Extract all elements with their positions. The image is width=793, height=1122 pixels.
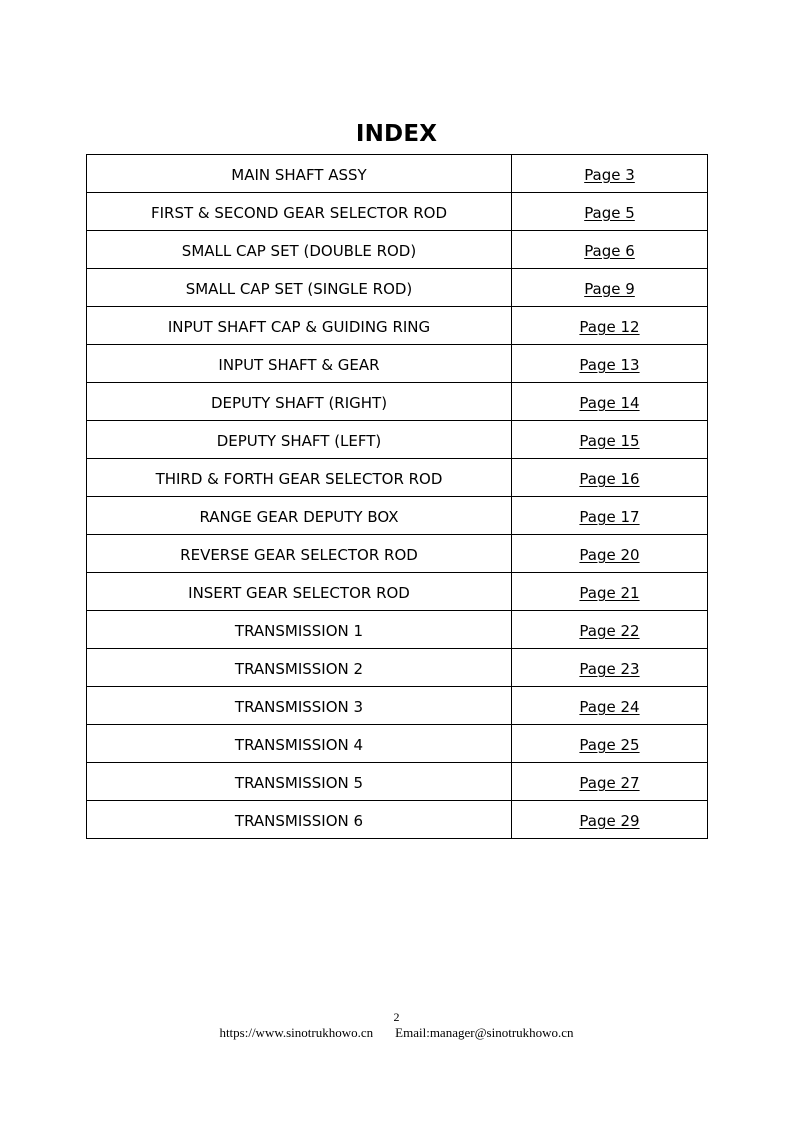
entry-page-cell (512, 573, 708, 611)
entry-page-cell (512, 459, 708, 497)
entry-page-cell (512, 155, 708, 193)
page-link[interactable]: Page 27 (579, 774, 640, 792)
entry-page-cell (512, 345, 708, 383)
entry-title: TRANSMISSION 3 (87, 687, 512, 725)
entry-page-cell (512, 687, 708, 725)
page-link[interactable]: Page 6 (584, 242, 635, 260)
table-row (87, 231, 708, 269)
page-link[interactable]: Page 24 (579, 698, 640, 716)
entry-page-cell (512, 269, 708, 307)
entry-title: RANGE GEAR DEPUTY BOX (87, 497, 512, 535)
table-row (87, 649, 708, 687)
entry-title: TRANSMISSION 2 (87, 649, 512, 687)
table-row (87, 801, 708, 839)
entry-title: REVERSE GEAR SELECTOR ROD (87, 535, 512, 573)
entry-page-cell (512, 421, 708, 459)
footer (0, 1025, 793, 1041)
table-row (87, 725, 708, 763)
table-row (87, 573, 708, 611)
table-row (87, 687, 708, 725)
entry-title: DEPUTY SHAFT (RIGHT) (87, 383, 512, 421)
entry-page-cell (512, 231, 708, 269)
footer-website[interactable]: https://www.sinotrukhowo.cn (219, 1025, 374, 1040)
page-link[interactable]: Page 13 (579, 356, 640, 374)
entry-page-cell (512, 763, 708, 801)
entry-page-cell (512, 725, 708, 763)
table-row (87, 193, 708, 231)
page-link[interactable]: Page 12 (579, 318, 640, 336)
table-row (87, 345, 708, 383)
entry-title: INPUT SHAFT & GEAR (87, 345, 512, 383)
entry-page-cell (512, 649, 708, 687)
page-link[interactable]: Page 15 (579, 432, 640, 450)
entry-page-cell (512, 611, 708, 649)
table-row (87, 383, 708, 421)
page-link[interactable]: Page 25 (579, 736, 640, 754)
table-row (87, 611, 708, 649)
page-link[interactable]: Page 3 (584, 166, 635, 184)
entry-title: TRANSMISSION 5 (87, 763, 512, 801)
entry-title: THIRD & FORTH GEAR SELECTOR ROD (87, 459, 512, 497)
entry-page-cell (512, 497, 708, 535)
entry-title: MAIN SHAFT ASSY (87, 155, 512, 193)
entry-page-cell (512, 383, 708, 421)
table-row (87, 269, 708, 307)
entry-title: DEPUTY SHAFT (LEFT) (87, 421, 512, 459)
entry-title: TRANSMISSION 6 (87, 801, 512, 839)
table-row (87, 421, 708, 459)
footer-email[interactable]: Email:manager@sinotrukhowo.cn (395, 1025, 574, 1040)
page-link[interactable]: Page 9 (584, 280, 635, 298)
entry-title: INSERT GEAR SELECTOR ROD (87, 573, 512, 611)
page-link[interactable]: Page 17 (579, 508, 640, 526)
table-row (87, 763, 708, 801)
page-link[interactable]: Page 23 (579, 660, 640, 678)
table-row (87, 459, 708, 497)
entry-page-cell (512, 193, 708, 231)
entry-page-cell (512, 307, 708, 345)
entry-page-cell (512, 535, 708, 573)
entry-title: SMALL CAP SET (DOUBLE ROD) (87, 231, 512, 269)
page-link[interactable]: Page 5 (584, 204, 635, 222)
entry-title: FIRST & SECOND GEAR SELECTOR ROD (87, 193, 512, 231)
page-link[interactable]: Page 21 (579, 584, 640, 602)
entry-title: TRANSMISSION 4 (87, 725, 512, 763)
table-row (87, 535, 708, 573)
entry-title: TRANSMISSION 1 (87, 611, 512, 649)
page-link[interactable]: Page 29 (579, 812, 640, 830)
index-table (86, 154, 708, 839)
page-link[interactable]: Page 14 (579, 394, 640, 412)
page-title: INDEX (355, 121, 438, 147)
entry-page-cell (512, 801, 708, 839)
table-row (87, 307, 708, 345)
page-link[interactable]: Page 16 (579, 470, 640, 488)
table-row (87, 155, 708, 193)
table-row (87, 497, 708, 535)
page-link[interactable]: Page 20 (579, 546, 640, 564)
entry-title: SMALL CAP SET (SINGLE ROD) (87, 269, 512, 307)
page-link[interactable]: Page 22 (579, 622, 640, 640)
index-table-body (87, 155, 708, 839)
page-number: 2 (393, 1010, 400, 1024)
entry-title: INPUT SHAFT CAP & GUIDING RING (87, 307, 512, 345)
